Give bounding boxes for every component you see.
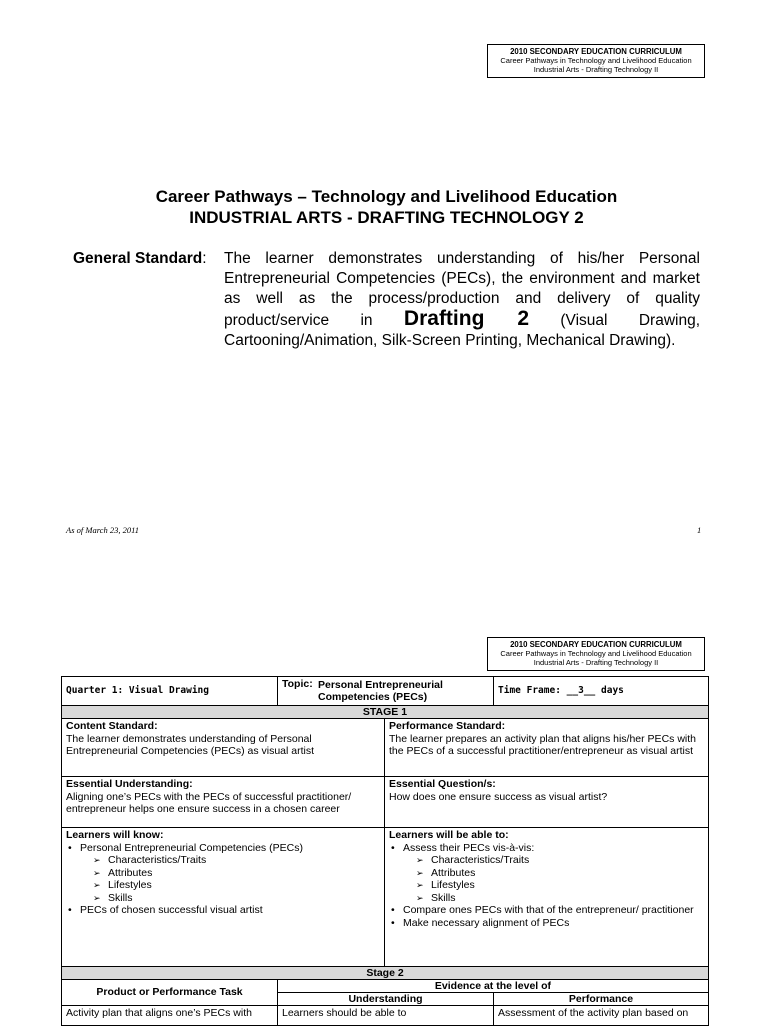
list-item: ➢ Skills [108, 892, 380, 905]
understanding-cell: Learners should be able to [278, 1006, 494, 1026]
footer-page-number: 1 [697, 525, 702, 535]
learners-able-cell: Learners will be able to: • Assess their PECs vis-à-vis: ➢ Characteristics/Traits ➢ Attributes ➢ Lifestyles ➢ Skills • Compare ones PECs with that of the entrepreneur/ practitioner • Make necessary alignment of PECs [385, 828, 709, 967]
list-item: • Personal Entrepreneurial Competencies (PECs) ➢ Characteristics/Traits ➢ Attributes ➢ Lifestyles ➢ Skills [80, 842, 380, 905]
list-item: ➢ Lifestyles [431, 879, 704, 892]
header-line-2: Career Pathways in Technology and Livelihood Education [500, 56, 692, 65]
product-task-header: Product or Performance Task [62, 980, 278, 1006]
footer-date: As of March 23, 2011 [66, 525, 139, 535]
learners-will-know-cell: Learners will know: • Personal Entrepreneurial Competencies (PECs) ➢ Characteristics/Traits ➢ Attributes ➢ Lifestyles ➢ Skills • PECs of chosen successful visual artist [62, 828, 385, 967]
list-item: ➢ Characteristics/Traits [108, 854, 380, 867]
performance-cell: Assessment of the activity plan based on [494, 1006, 709, 1026]
list-item: • Assess their PECs vis-à-vis: ➢ Characteristics/Traits ➢ Attributes ➢ Lifestyles ➢ Skills [403, 842, 704, 905]
product-task-cell: Activity plan that aligns one’s PECs with [62, 1006, 278, 1026]
general-standard-label: General Standard: [73, 250, 207, 267]
header-line-1: 2010 SECONDARY EDUCATION CURRICULUM [510, 640, 682, 649]
list-item: ➢ Attributes [431, 867, 704, 880]
stage-1-header: STAGE 1 [62, 706, 709, 719]
list-item: • Compare ones PECs with that of the entrepreneur/ practitioner [403, 904, 704, 917]
document-title: Career Pathways – Technology and Livelihood Education [155, 187, 618, 206]
header-line-1: 2010 SECONDARY EDUCATION CURRICULUM [510, 47, 682, 56]
topic-cell: Topic: Personal Entrepreneurial Competencies (PECs) [278, 677, 494, 706]
essential-question-cell: Essential Question/s: How does one ensure success as visual artist? [385, 777, 709, 828]
performance-standard-cell: Performance Standard: The learner prepares an activity plan that aligns his/her PECs with the PECs of a successful practitioner/entrepreneur as visual artist [385, 719, 709, 777]
general-standard-text: The learner demonstrates understanding of his/her Personal Entrepreneurial Competencies (PECs), the environment and market as well as the process/production and delivery of quality product/service in Drafting 2 (Visual Drawing, Cartooning/Animation, Silk-Screen Printing, Mechanical Drawing). [224, 250, 701, 349]
quarter-cell: Quarter 1: Visual Drawing [62, 677, 278, 706]
stage-2-header: Stage 2 [62, 967, 709, 980]
drafting-2-emphasis: Drafting 2 [403, 307, 529, 330]
header-line-3: Industrial Arts - Drafting Technology II [533, 658, 659, 667]
list-item: ➢ Characteristics/Traits [431, 854, 704, 867]
curriculum-header-box [487, 44, 705, 78]
document-subtitle: INDUSTRIAL ARTS - DRAFTING TECHNOLOGY 2 [189, 208, 584, 227]
essential-understanding-cell: Essential Understanding: Aligning one’s PECs with the PECs of successful practitioner/ entrepreneur helps one ensure success in a chosen career [62, 777, 385, 828]
list-item: ➢ Lifestyles [108, 879, 380, 892]
list-item: • PECs of chosen successful visual artist [80, 904, 380, 917]
list-item: • Make necessary alignment of PECs [403, 917, 704, 930]
curriculum-header-box-page2 [487, 637, 705, 671]
know-list [66, 842, 380, 917]
list-item: ➢ Skills [431, 892, 704, 905]
able-list [389, 842, 704, 930]
header-line-2: Career Pathways in Technology and Livelihood Education [500, 649, 692, 658]
time-frame-cell: Time Frame: __3__ days [494, 677, 709, 706]
curriculum-table [61, 676, 709, 1026]
performance-header: Performance [494, 993, 709, 1006]
topic-value: Personal Entrepreneurial Competencies (PECs) [318, 678, 443, 703]
list-item: ➢ Attributes [108, 867, 380, 880]
header-line-3: Industrial Arts - Drafting Technology II [533, 65, 659, 74]
content-standard-cell: Content Standard: The learner demonstrates understanding of Personal Entrepreneurial Competencies (PECs) as visual artist [62, 719, 385, 777]
understanding-header: Understanding [278, 993, 494, 1006]
evidence-header: Evidence at the level of [278, 980, 709, 993]
